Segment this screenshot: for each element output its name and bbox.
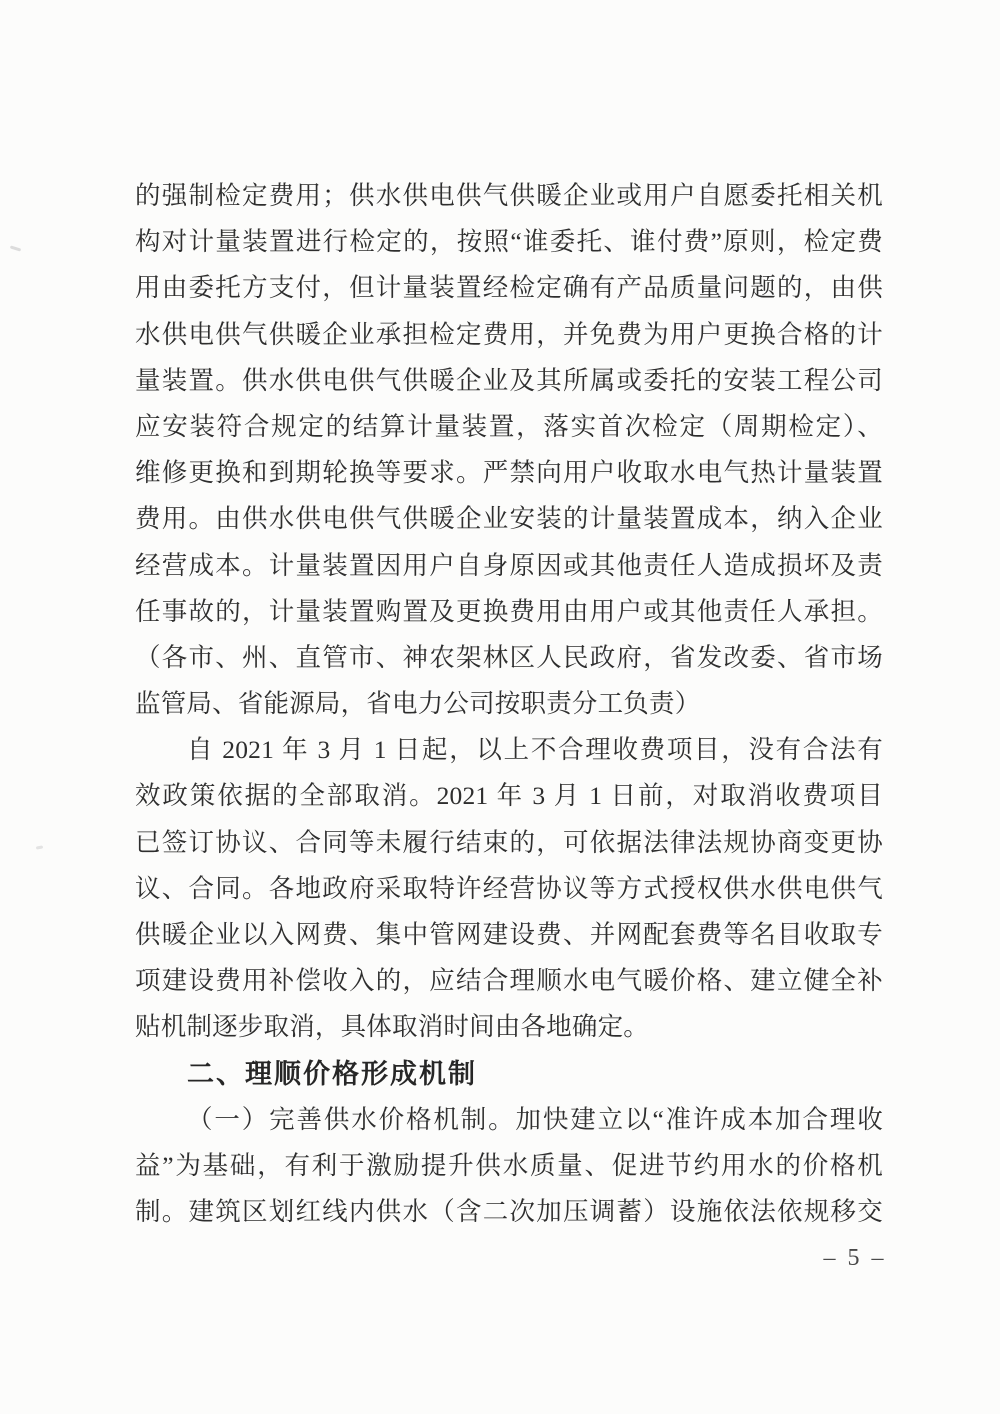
text-line: 水供电供气供暖企业承担检定费用，并免费为用户更换合格的计 bbox=[135, 319, 883, 349]
text-line: 自 2021 年 3 月 1 日起，以上不合理收费项目，没有合法有 bbox=[187, 735, 883, 765]
text-line: 应安装符合规定的结算计量装置，落实首次检定（周期检定）、 bbox=[135, 411, 883, 441]
scan-artifact bbox=[10, 245, 21, 251]
text-line: 议、合同。各地政府采取特许经营协议等方式授权供水供电供气 bbox=[135, 873, 883, 903]
text-line: 用由委托方支付，但计量装置经检定确有产品质量问题的，由供 bbox=[135, 273, 883, 303]
text-line: 的强制检定费用；供水供电供气供暖企业或用户自愿委托相关机 bbox=[135, 181, 883, 210]
text-line: 维修更换和到期轮换等要求。严禁向用户收取水电气热计量装置 bbox=[135, 458, 883, 488]
text-line: 已签订协议、合同等未履行结束的，可依据法律法规协商变更协 bbox=[135, 827, 883, 857]
text-line: 经营成本。计量装置因用户自身原因或其他责任人造成损坏及责 bbox=[135, 550, 883, 580]
text-line: 益”为基础，有利于激励提升供水质量、促进节约用水的价格机 bbox=[135, 1150, 883, 1180]
section-heading: 二、理顺价格形成机制 bbox=[187, 1058, 477, 1089]
text-line: 任事故的，计量装置购置及更换费用由用户或其他责任人承担。 bbox=[135, 596, 883, 626]
document-body bbox=[135, 173, 883, 1235]
scan-artifact bbox=[36, 845, 43, 849]
text-line: 贴机制逐步取消，具体取消时间由各地确定。 bbox=[135, 1012, 650, 1042]
text-line: 费用。由供水供电供气供暖企业安装的计量装置成本，纳入企业 bbox=[135, 504, 883, 534]
text-line: 监管局、省能源局，省电力公司按职责分工负责） bbox=[135, 689, 701, 719]
text-line: （各市、州、直管市、神农架林区人民政府，省发改委、省市场 bbox=[135, 642, 883, 672]
text-line: 构对计量装置进行检定的，按照“谁委托、谁付费”原则，检定费 bbox=[135, 227, 883, 257]
text-line: 项建设费用补偿收入的，应结合理顺水电气暖价格、建立健全补 bbox=[135, 966, 883, 996]
text-line: 量装置。供水供电供气供暖企业及其所属或委托的安装工程公司 bbox=[135, 365, 883, 395]
text-line: （一）完善供水价格机制。加快建立以“准许成本加合理收 bbox=[187, 1104, 883, 1134]
page-number: – 5 – bbox=[823, 1245, 887, 1271]
text-line: 供暖企业以入网费、集中管网建设费、并网配套费等名目收取专 bbox=[135, 920, 883, 949]
text-line: 效政策依据的全部取消。2021 年 3 月 1 日前，对取消收费项目 bbox=[135, 781, 883, 811]
text-line: 制。建筑区划红线内供水（含二次加压调蓄）设施依法依规移交 bbox=[135, 1197, 883, 1227]
